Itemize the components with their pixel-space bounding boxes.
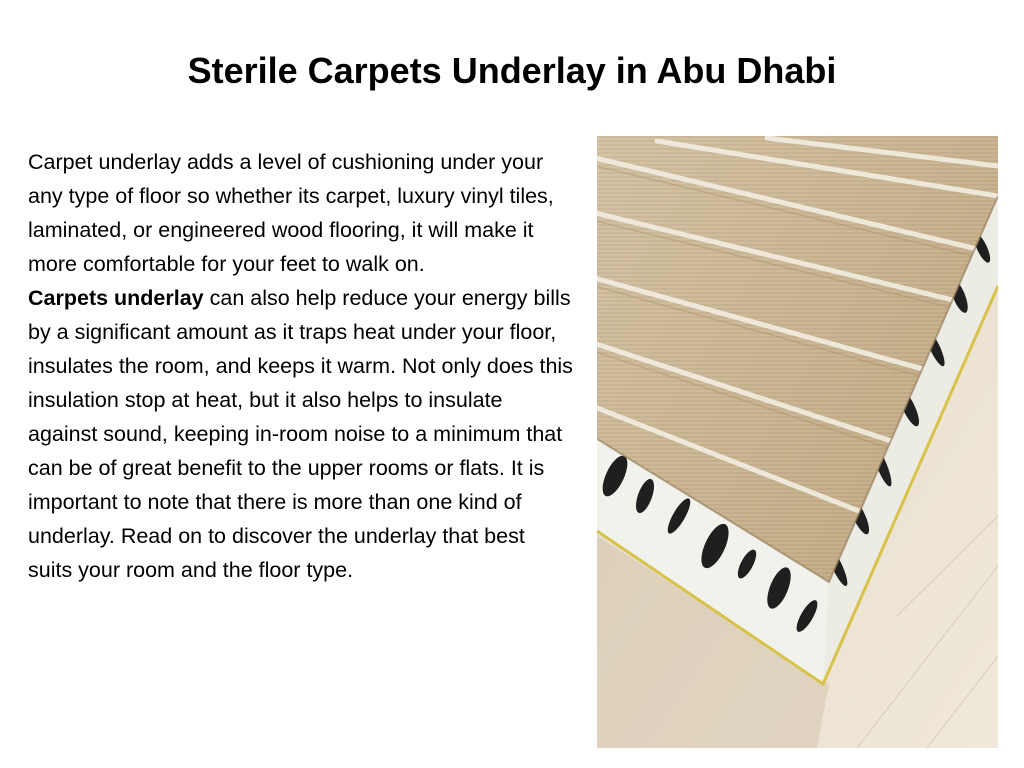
body-paragraph-2-text: can also help reduce your energy bills by a significant amount as it traps heat under your floor, insulates the room, and keeps it warm. Not only does this insulation stop at heat, but it also helps to insulate against sound, keeping in-room noise to a minimum that can be of great benefit to the upper rooms or flats. It is important to note that there is more than one kind of underlay. Read on to discover the underlay that best suits your room and the floor type. [28,286,573,582]
underlay-photo [597,136,998,748]
slide-body [28,145,573,587]
slide-title: Sterile Carpets Underlay in Abu Dhabi [187,50,837,91]
body-paragraph-1: Carpet underlay adds a level of cushioning under your any type of floor so whether its carpet, luxury vinyl tiles, laminated, or engineered wood flooring, it will make it more comfortable for your feet to walk on. [28,150,554,276]
body-paragraph-2 [28,281,573,587]
body-paragraph-2-bold: Carpets underlay [28,286,204,310]
